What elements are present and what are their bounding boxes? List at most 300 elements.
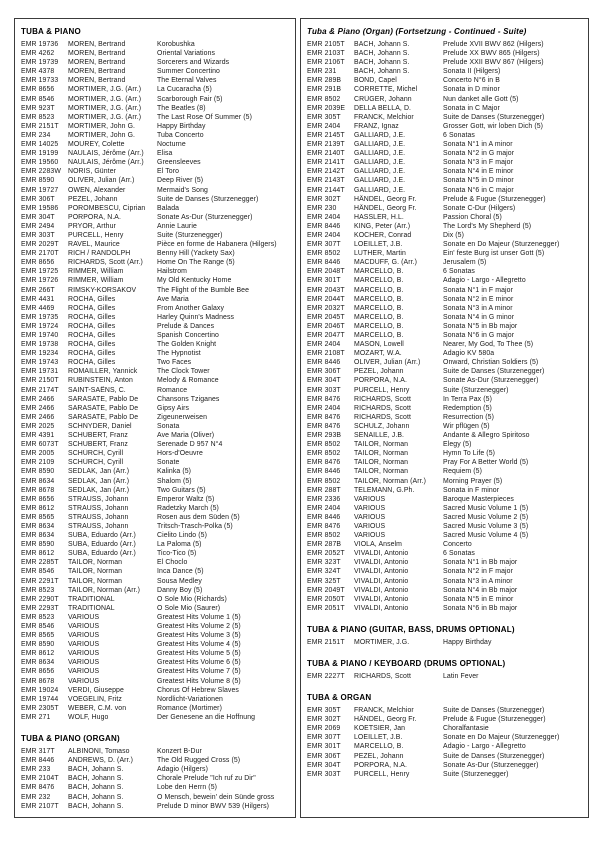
composer-name: PURCELL, Henry <box>354 770 410 778</box>
piece-title: Sonata N°2 in G major <box>443 150 515 158</box>
piece-title: Sonate As-Dur (Sturzenegger) <box>443 377 539 385</box>
emr-number: EMR 2107T <box>21 802 59 810</box>
emr-number: EMR 307T <box>307 734 341 742</box>
catalog-row <box>307 104 583 113</box>
composer-name: NORIS, Günter <box>68 168 117 176</box>
piece-title: Greatest Hits Volume 1 (5) <box>157 613 241 621</box>
piece-title: Adagio (Hilgers) <box>157 766 209 774</box>
emr-number: EMR 19726 <box>21 277 59 285</box>
piece-title: Prelude XVII BWV 862 (Hilgers) <box>443 41 544 48</box>
piece-title: Sonata N°2 in F major <box>443 568 513 576</box>
emr-number: EMR 2404 <box>307 231 341 239</box>
catalog-row <box>307 340 583 349</box>
catalog-row <box>307 706 583 715</box>
piece-title: Romance (Mortimer) <box>157 704 222 712</box>
composer-name: LOEILLET, J.B. <box>354 241 403 249</box>
emr-number: EMR 8590 <box>21 641 55 649</box>
piece-title: My Old Kentucky Home <box>157 277 232 285</box>
catalog-row <box>307 158 583 167</box>
catalog-row <box>21 40 290 49</box>
composer-name: BACH, Johann S. <box>68 784 124 792</box>
piece-title: Emperor Waltz (5) <box>157 495 215 503</box>
composer-name: RUBINSTEIN, Anton <box>68 377 133 385</box>
composer-name: TAILOR, Norman (Arr.) <box>68 586 141 594</box>
piece-title: Sonata N°6 in C major <box>443 186 514 194</box>
piece-title: Wir pflügen (5) <box>443 422 490 430</box>
composer-name: VARIOUS <box>68 650 100 658</box>
piece-title: Romance <box>157 386 188 394</box>
emr-number: EMR 301T <box>307 277 341 285</box>
composer-name: LOEILLET, J.B. <box>354 734 403 742</box>
catalog-row <box>21 395 290 404</box>
piece-title: Greatest Hits Volume 3 (5) <box>157 632 241 640</box>
emr-number: EMR 2044T <box>307 295 345 303</box>
composer-name: MOREN, Bertrand <box>68 59 126 67</box>
emr-number: EMR 2032T <box>307 304 345 312</box>
catalog-row <box>307 331 583 340</box>
emr-number: EMR 2494 <box>21 222 55 230</box>
catalog-row <box>21 367 290 376</box>
emr-number: EMR 2404 <box>307 213 341 221</box>
emr-number: EMR 307T <box>307 241 341 249</box>
composer-name: PORPORA, N.A. <box>354 761 407 769</box>
piece-title: Sonata in D minor <box>443 86 500 94</box>
piece-title: Ave Maria (Oliver) <box>157 432 215 440</box>
composer-name: GALLIARD, J.E. <box>354 131 406 139</box>
emr-number: EMR 8634 <box>21 659 55 667</box>
composer-name: MARCELLO, B. <box>354 304 404 312</box>
emr-number: EMR 6073T <box>21 441 59 449</box>
emr-number: EMR 287B <box>307 541 342 549</box>
catalog-row <box>307 140 583 149</box>
catalog-row <box>307 176 583 185</box>
catalog-row <box>21 95 290 104</box>
catalog-row <box>21 649 290 658</box>
catalog-row <box>21 774 290 783</box>
piece-title: Sonata II (Hilgers) <box>443 68 501 76</box>
composer-name: RICHARDS, Scott (Arr.) <box>68 259 143 267</box>
catalog-row <box>307 540 583 549</box>
emr-number: EMR 234 <box>21 131 51 139</box>
emr-number: EMR 2050T <box>307 595 345 603</box>
composer-name: VARIOUS <box>68 632 100 640</box>
piece-title: Pièce en forme de Habanera (Hilgers) <box>157 241 277 249</box>
catalog-row <box>307 76 583 85</box>
piece-title: The Lord's My Shepherd (5) <box>443 222 532 230</box>
piece-title: Grosser Gott, wir loben Dich (5) <box>443 122 544 130</box>
composer-name: VARIOUS <box>354 513 386 521</box>
emr-number: EMR 8678 <box>21 677 55 685</box>
piece-title: Sacred Music Volume 4 (5) <box>443 532 529 540</box>
catalog-row <box>21 704 290 713</box>
emr-number: EMR 8476 <box>307 395 341 403</box>
piece-title: Kalinka (5) <box>157 468 192 476</box>
composer-name: MOREN, Bertrand <box>68 77 126 85</box>
emr-number: EMR 4469 <box>21 304 55 312</box>
catalog-row <box>21 231 290 240</box>
emr-number: EMR 4391 <box>21 432 55 440</box>
composer-name: OLIVER, Julian (Arr.) <box>354 359 421 367</box>
composer-name: ROCHA, Gilles <box>68 295 116 303</box>
composer-name: ROCHA, Gilles <box>68 359 116 367</box>
emr-number: EMR 8502 <box>307 250 341 258</box>
composer-name: KING, Peter (Arr.) <box>354 222 411 230</box>
composer-name: BACH, Johann S. <box>68 793 124 801</box>
catalog-row <box>21 765 290 774</box>
composer-name: ROMAILLER, Yannick <box>68 368 138 376</box>
emr-number: EMR 8656 <box>21 495 55 503</box>
catalog-row <box>307 604 583 613</box>
piece-title: Mermaid's Song <box>157 186 208 194</box>
piece-title: Sacred Music Volume 2 (5) <box>443 513 529 521</box>
catalog-row <box>307 167 583 176</box>
composer-name: TRADITIONAL <box>68 604 115 612</box>
catalog-row <box>307 715 583 724</box>
composer-name: GALLIARD, J.E. <box>354 177 406 185</box>
piece-title: From Another Galaxy <box>157 304 225 312</box>
catalog-row <box>21 513 290 522</box>
composer-name: MARCELLO, B. <box>354 268 404 276</box>
composer-name: VERDI, Giuseppe <box>68 686 124 694</box>
catalog-row <box>21 58 290 67</box>
piece-title: 6 Sonatas <box>443 550 475 558</box>
catalog-row <box>21 213 290 222</box>
catalog-row <box>21 376 290 385</box>
emr-number: EMR 2466 <box>21 404 55 412</box>
emr-number: EMR 19725 <box>21 268 59 276</box>
catalog-row <box>21 186 290 195</box>
piece-title: Pray For A Better World (5) <box>443 459 529 467</box>
piece-title: Spanish Concertino <box>157 332 219 339</box>
piece-title: Sonate C-Dur (Hilgers) <box>443 204 516 212</box>
composer-name: STRAUSS, Johann <box>68 504 129 512</box>
emr-number: EMR 325T <box>307 577 341 585</box>
emr-number: EMR 271 <box>21 713 51 721</box>
composer-name: MARCELLO, B. <box>354 313 404 321</box>
piece-title: Prelude D minor BWV 539 (Hilgers) <box>157 802 270 810</box>
catalog-row <box>307 95 583 104</box>
piece-title: Sonate As-Dur (Sturzenegger) <box>157 213 253 221</box>
composer-name: VARIOUS <box>68 623 100 630</box>
composer-name: SUBA, Eduardo (Arr.) <box>68 550 136 558</box>
piece-title: Balada <box>157 204 180 212</box>
section-header: TUBA & PIANO / KEYBOARD (DRUMS OPTIONAL) <box>307 659 506 668</box>
piece-title: Sonata N°6 in Bb major <box>443 604 518 612</box>
emr-number: EMR 8590 <box>21 541 55 549</box>
piece-title: O Mensch, bewein' dein Sünde gross <box>157 793 275 801</box>
catalog-row <box>21 586 290 595</box>
emr-number: EMR 2049T <box>307 586 345 594</box>
catalog-row <box>21 149 290 158</box>
piece-title: Redemption (5) <box>443 404 492 412</box>
composer-name: SCHÜRCH, Cyrill <box>68 459 124 467</box>
catalog-row <box>307 395 583 404</box>
catalog-row <box>307 458 583 467</box>
emr-number: EMR 8634 <box>21 532 55 540</box>
composer-name: VIVALDI, Antonio <box>354 604 409 612</box>
emr-number: EMR 8546 <box>21 568 55 576</box>
catalog-row <box>21 783 290 792</box>
catalog-row <box>307 638 583 647</box>
composer-name: ROCHA, Gilles <box>68 332 116 339</box>
catalog-row <box>307 577 583 586</box>
piece-title: Chansons Tziganes <box>157 395 220 403</box>
right-column <box>300 18 589 818</box>
composer-name: RICHARDS, Scott <box>354 395 412 403</box>
piece-title: Concerto N°6 in B <box>443 77 500 85</box>
catalog-row <box>307 404 583 413</box>
composer-name: MORTIMER, John G. <box>68 131 136 139</box>
piece-title: Greatest Hits Volume 6 (5) <box>157 659 241 667</box>
emr-number: EMR 923T <box>21 104 55 112</box>
piece-title: Elisa <box>157 150 173 158</box>
emr-number: EMR 2305T <box>21 704 59 712</box>
composer-name: MOREN, Bertrand <box>68 41 126 48</box>
composer-name: RIMMER, William <box>68 277 124 285</box>
catalog-row <box>307 276 583 285</box>
catalog-row <box>307 67 583 76</box>
catalog-row <box>307 349 583 358</box>
emr-number: EMR 2404 <box>307 122 341 130</box>
catalog-section <box>307 26 583 613</box>
piece-title: El Choclo <box>157 559 188 567</box>
catalog-row <box>21 140 290 149</box>
piece-title: Sonata N°4 in G minor <box>443 313 515 321</box>
piece-title: Sonata N°6 in G major <box>443 332 515 339</box>
composer-name: VIVALDI, Antonio <box>354 586 409 594</box>
emr-number: EMR 304T <box>21 213 55 221</box>
composer-name: OWEN, Alexander <box>68 186 126 194</box>
catalog-row <box>307 752 583 761</box>
piece-title: Nearer, My God, To Thee (5) <box>443 341 534 349</box>
catalog-row <box>307 258 583 267</box>
emr-number: EMR 19234 <box>21 350 59 358</box>
emr-number: EMR 291B <box>307 86 342 94</box>
catalog-row <box>307 449 583 458</box>
composer-name: MARCELLO, B. <box>354 743 404 751</box>
piece-title: Sorcerers and Wizards <box>157 59 230 67</box>
piece-title: Greensleeves <box>157 159 201 167</box>
composer-name: VIVALDI, Antonio <box>354 568 409 576</box>
piece-title: 6 Sonatas <box>443 268 475 276</box>
composer-name: VARIOUS <box>68 641 100 649</box>
catalog-row <box>307 504 583 513</box>
piece-title: Baroque Masterpieces <box>443 495 514 503</box>
composer-name: TAILOR, Norman <box>354 450 409 458</box>
composer-name: VARIOUS <box>354 495 386 503</box>
composer-name: FRANCK, Melchior <box>354 113 414 121</box>
piece-title: Hymn To Life (5) <box>443 450 496 458</box>
emr-number: EMR 19740 <box>21 332 59 339</box>
composer-name: RICHARDS, Scott <box>354 413 412 421</box>
catalog-row <box>307 358 583 367</box>
catalog-row <box>21 540 290 549</box>
emr-number: EMR 2174T <box>21 386 59 394</box>
catalog-row <box>21 595 290 604</box>
composer-name: ANDREWS, D. (Arr.) <box>68 757 133 765</box>
emr-number: EMR 8523 <box>21 586 55 594</box>
section-header: TUBA & PIANO (ORGAN) <box>21 734 120 744</box>
emr-number: EMR 19733 <box>21 77 59 85</box>
catalog-row <box>21 240 290 249</box>
piece-title: Ein' feste Burg ist unser Gott (5) <box>443 250 545 258</box>
piece-title: Harley Quinn's Madness <box>157 313 235 321</box>
composer-name: SCHUBERT, Franz <box>68 441 128 449</box>
catalog-row <box>21 404 290 413</box>
emr-number: EMR 303T <box>21 231 55 239</box>
emr-number: EMR 304T <box>307 761 341 769</box>
piece-title: Sonate en Do Majeur (Sturzenegger) <box>443 241 560 249</box>
emr-number: EMR 19024 <box>21 686 59 694</box>
catalog-row <box>307 367 583 376</box>
piece-title: Sonate As-Dur (Sturzenegger) <box>443 761 539 769</box>
catalog-row <box>307 413 583 422</box>
piece-title: Sonata N°1 in Bb major <box>443 559 518 567</box>
piece-title: The Last Rose Of Summer (5) <box>157 113 252 121</box>
composer-name: VIOLA, Anselm <box>354 541 403 549</box>
piece-title: Sonata N°4 in Bb major <box>443 586 518 594</box>
composer-name: NAULAIS, Jérôme (Arr.) <box>68 159 144 167</box>
composer-name: TAILOR, Norman <box>354 441 409 449</box>
emr-number: EMR 4262 <box>21 50 55 58</box>
composer-name: FRANCK, Melchior <box>354 707 414 715</box>
catalog-row <box>307 531 583 540</box>
piece-title: Rosen aus dem Süden (5) <box>157 513 240 521</box>
emr-number: EMR 303T <box>307 386 341 394</box>
catalog-row <box>21 295 290 304</box>
emr-number: EMR 8546 <box>21 623 55 630</box>
composer-name: ROCHA, Gilles <box>68 304 116 312</box>
piece-title: Adagio - Largo - Allegretto <box>443 277 526 285</box>
emr-number: EMR 323T <box>307 559 341 567</box>
emr-number: EMR 2143T <box>307 177 345 185</box>
catalog-row <box>21 249 290 258</box>
composer-name: VARIOUS <box>68 668 100 676</box>
piece-title: Prelude & Dances <box>157 322 215 330</box>
composer-name: MOREN, Bertrand <box>68 68 126 76</box>
composer-name: BACH, Johann S. <box>68 766 124 774</box>
emr-number: EMR 2109 <box>21 459 55 467</box>
piece-title: Chorale Prelude "Ich ruf zu Dir" <box>157 775 256 783</box>
emr-number: EMR 2141T <box>307 159 345 167</box>
emr-number: EMR 8565 <box>21 513 55 521</box>
piece-title: Sacred Music Volume 1 (5) <box>443 504 529 512</box>
piece-title: Home On The Range (5) <box>157 259 235 267</box>
composer-name: HÄNDEL, Georg Fr. <box>354 716 417 724</box>
composer-name: CORRETTE, Michel <box>354 86 418 94</box>
emr-number: EMR 266T <box>21 286 55 294</box>
composer-name: MOREN, Bertrand <box>68 50 126 58</box>
composer-name: MORTIMER, J.G. (Arr.) <box>68 86 142 94</box>
catalog-row <box>21 222 290 231</box>
piece-title: Sonata in C Major <box>443 104 500 112</box>
piece-title: Happy Birthday <box>157 122 206 130</box>
emr-number: EMR 19744 <box>21 695 59 703</box>
emr-number: EMR 8590 <box>21 177 55 185</box>
emr-number: EMR 2151T <box>21 122 59 130</box>
composer-name: STRAUSS, Johann <box>68 495 129 503</box>
composer-name: GALLIARD, J.E. <box>354 168 406 176</box>
piece-title: Tuba Concerto <box>157 131 204 139</box>
emr-number: EMR 2170T <box>21 250 59 258</box>
catalog-row <box>21 604 290 613</box>
piece-title: Sonate <box>157 459 180 467</box>
catalog-row <box>307 386 583 395</box>
piece-title: Dix (5) <box>443 231 464 239</box>
piece-title: Greatest Hits Volume 5 (5) <box>157 650 241 658</box>
catalog-row <box>307 58 583 67</box>
emr-number: EMR 317T <box>21 748 55 756</box>
catalog-row <box>307 724 583 733</box>
emr-number: EMR 2039E <box>307 104 346 112</box>
emr-number: EMR 19586 <box>21 204 59 212</box>
composer-name: GALLIARD, J.E. <box>354 150 406 158</box>
composer-name: MORTIMER, J.G. (Arr.) <box>68 113 142 121</box>
piece-title: The Hypnotist <box>157 350 201 358</box>
composer-name: POROMBESCU, Ciprian <box>68 204 146 212</box>
composer-name: SUBA, Eduardo (Arr.) <box>68 532 136 540</box>
composer-name: BACH, Johann S. <box>354 50 410 58</box>
composer-name: OLIVER, Julian (Arr.) <box>68 177 135 185</box>
emr-number: EMR 2466 <box>21 413 55 421</box>
composer-name: BACH, Johann S. <box>354 59 410 67</box>
emr-number: EMR 2466 <box>21 395 55 403</box>
emr-number: EMR 8476 <box>307 422 341 430</box>
piece-title: O Sole Mio (Saurer) <box>157 604 221 612</box>
piece-title: Prelude & Fugue (Sturzenegger) <box>443 195 546 203</box>
emr-number: EMR 2291T <box>21 577 59 585</box>
emr-number: EMR 8523 <box>21 613 55 621</box>
composer-name: SEDLAK, Jan (Arr.) <box>68 486 130 494</box>
catalog-row <box>21 131 290 140</box>
catalog-row <box>307 440 583 449</box>
catalog-row <box>307 567 583 576</box>
catalog-row <box>307 422 583 431</box>
catalog-row <box>21 802 290 811</box>
catalog-row <box>21 577 290 586</box>
piece-title: Nun danket alle Gott (5) <box>443 95 519 103</box>
piece-title: Sonate en Do Majeur (Sturzenegger) <box>443 734 560 742</box>
composer-name: TAILOR, Norman <box>354 468 409 476</box>
piece-title: Konzert B-Dur <box>157 748 202 756</box>
catalog-section <box>21 26 290 722</box>
catalog-row <box>21 267 290 276</box>
emr-number: EMR 8446 <box>307 513 341 521</box>
catalog-row <box>21 158 290 167</box>
emr-number: EMR 4431 <box>21 295 55 303</box>
piece-title: Gipsy Airs <box>157 404 190 412</box>
emr-number: EMR 8590 <box>21 468 55 476</box>
emr-number: EMR 302T <box>307 716 341 724</box>
composer-name: VIVALDI, Antonio <box>354 577 409 585</box>
composer-name: HÄNDEL, Georg Fr. <box>354 195 417 203</box>
composer-name: TAILOR, Norman <box>68 577 123 585</box>
catalog-row <box>307 231 583 240</box>
piece-title: Sacred Music Volume 3 (5) <box>443 522 529 530</box>
catalog-row <box>307 240 583 249</box>
piece-title: Der Genesene an die Hoffnung <box>157 713 256 721</box>
catalog-row <box>307 477 583 486</box>
emr-number: EMR 8634 <box>21 477 55 485</box>
catalog-row <box>21 422 290 431</box>
emr-number: EMR 324T <box>307 568 341 576</box>
catalog-row <box>21 613 290 622</box>
piece-title: The Flight of the Bumble Bee <box>157 286 250 294</box>
catalog-row <box>21 386 290 395</box>
emr-number: EMR 2290T <box>21 595 59 603</box>
piece-title: Sonata N°2 in E minor <box>443 295 514 303</box>
emr-number: EMR 19738 <box>21 341 59 349</box>
